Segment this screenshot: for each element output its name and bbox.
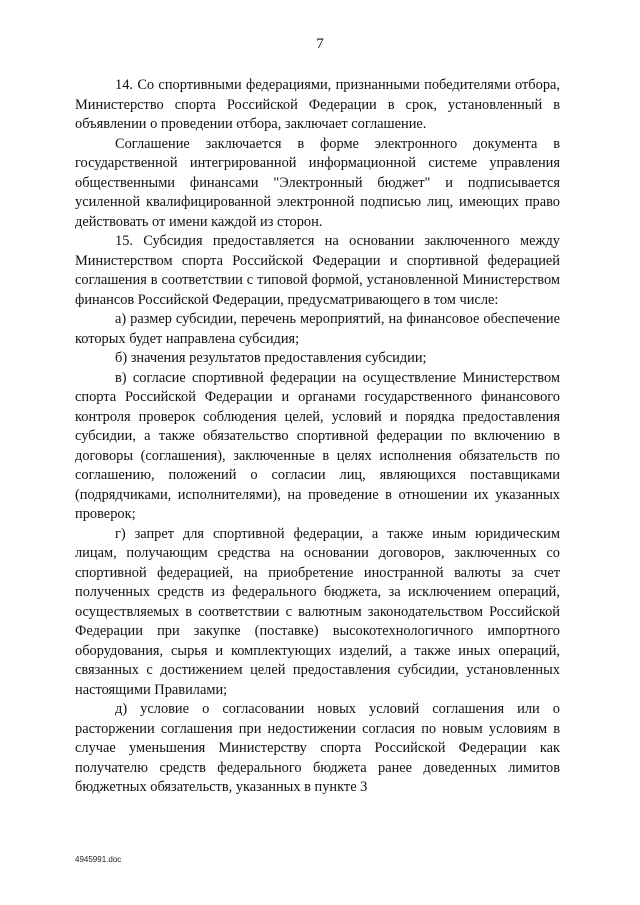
document-body <box>75 76 560 798</box>
document-filename: 4945991.doc <box>75 855 122 864</box>
page-number: 7 <box>316 36 324 52</box>
item-d: д) условие о согласовании новых условий соглашения или о расторжении соглашения при недостижении согласия по новым условиям в случае уменьшения Министерству спорта Российской Федерации как получателю средств федерального бюджета ранее доведенных лимитов бюджетных обязательств, указанных в пункте 3 <box>75 701 560 795</box>
item-a: а) размер субсидии, перечень мероприятий, на финансовое обеспечение которых будет направлена субсидия; <box>75 311 560 347</box>
paragraph-14: 14. Со спортивными федерациями, признанными победителями отбора, Министерство спорта Российской Федерации в срок, установленный в объявлении о проведении отбора, заключает соглашение. <box>75 77 560 132</box>
item-b: б) значения результатов предоставления субсидии; <box>115 350 427 366</box>
paragraph-15: 15. Субсидия предоставляется на основании заключенного между Министерством спорта Российской Федерации и спортивной федерацией соглашения в соответствии с типовой формой, установленной Министерством финансов Российской Федерации, предусматривающего в том числе: <box>75 233 560 308</box>
paragraph-agreement-form: Соглашение заключается в форме электронного документа в государственной интегрированной информационной системе управления общественными финансами "Электронный бюджет" и подписывается усиленной квалифицированной электронной подписью лиц, имеющих право действовать от имени каждой из сторон. <box>75 135 560 230</box>
item-g: г) запрет для спортивной федерации, а также иным юридическим лицам, получающим средства на основании договоров, заключенных со спортивной федерацией, на приобретение иностранной валюты за счет полученных средств из федерального бюджета, за исключением операций, осуществляемых в соответствии с валютным законодательством Российской Федерации при закупке (поставке) высокотехнологичного импортного оборудования, сырья и комплектующих изделий, а также иных операций, связанных с достижением целей предоставления субсидии, установленных настоящими Правилами; <box>75 525 560 698</box>
item-v: в) согласие спортивной федерации на осуществление Министерством спорта Российской Федерации и органами государственного финансового контроля проверок соблюдения целей, условий и порядка предоставления субсидии, а также обязательство спортивной федерации по включению в договоры (соглашения), заключенные в целях исполнения обязательств по соглашению, положений о согласии лиц, являющихся поставщиками (подрядчиками, исполнителями), на проведение в отношении их указанных проверок; <box>75 369 560 522</box>
